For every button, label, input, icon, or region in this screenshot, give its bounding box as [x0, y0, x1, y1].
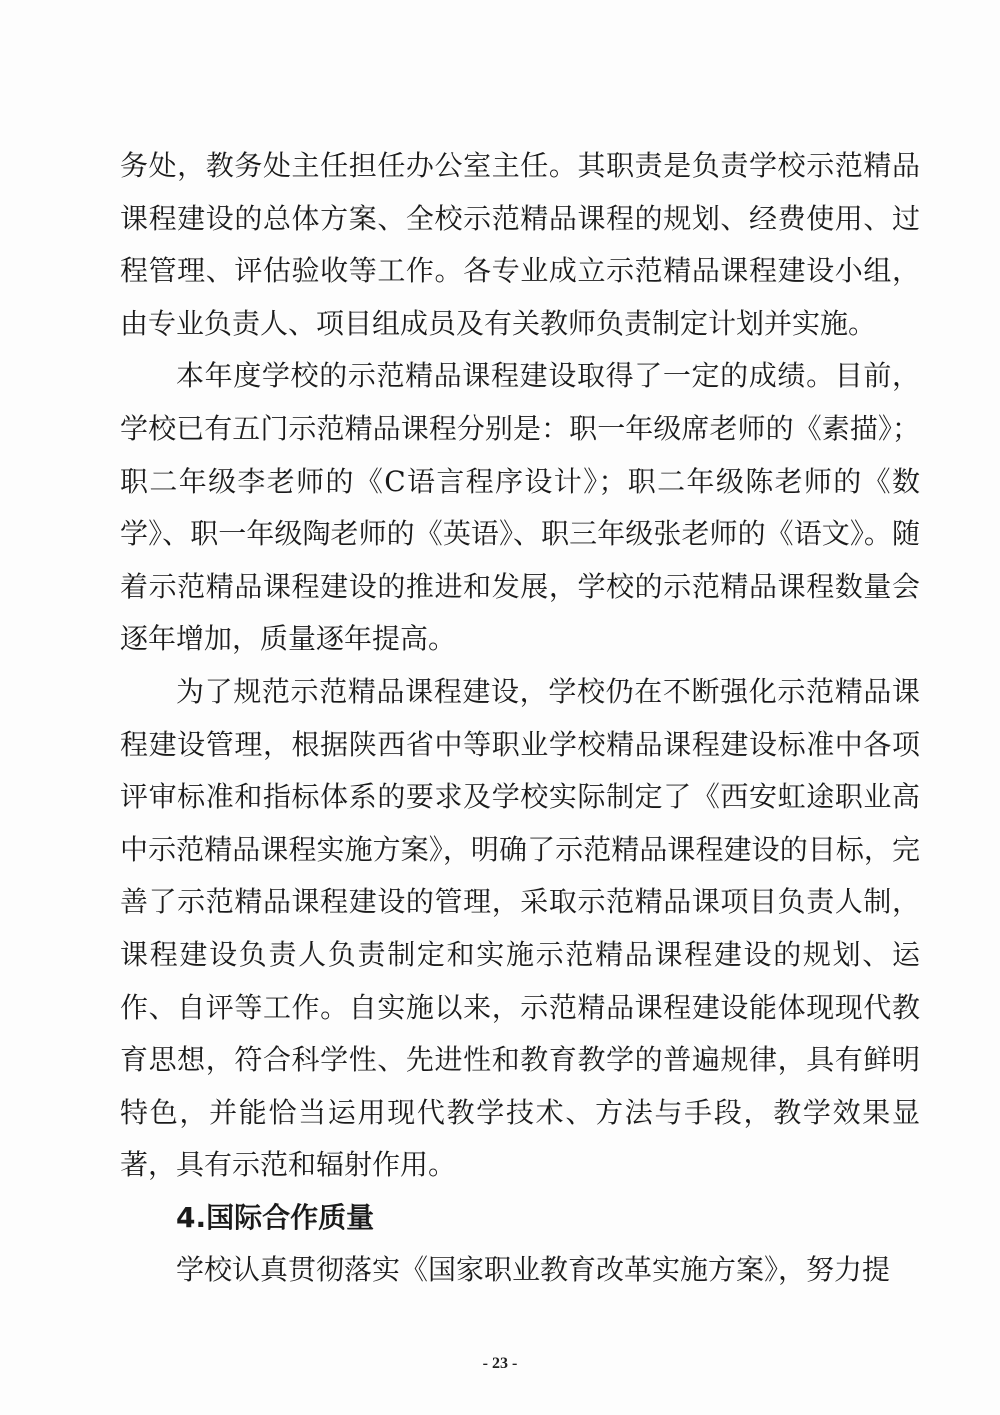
body-text: [120, 140, 920, 1297]
paragraph-section-intro: 学校认真贯彻落实《国家职业教育改革实施方案》，努力提: [176, 1253, 891, 1287]
paragraph-achievements: 本年度学校的示范精品课程建设取得了一定的成绩。目前，学校已有五门示范精品课程分别是：职一年级席老师的《素描》；职二年级李老师的《C语言程序设计》；职二年级陈老师的《数学》、职一年级陶老师的《英语》、职三年级张老师的《语文》。随着示范精品课程建设的推进和发展，学校的示范精品课程数量会逐年增加，质量逐年提高。: [120, 359, 920, 656]
section-heading: 4.国际合作质量: [176, 1200, 375, 1234]
page-number: - 23 -: [482, 1355, 518, 1372]
paragraph-continuation: 务处，教务处主任担任办公室主任。其职责是负责学校示范精品课程建设的总体方案、全校示范精品课程的规划、经费使用、过程管理、评估验收等工作。各专业成立示范精品课程建设小组，由专业负责人、项目组成员及有关教师负责制定计划并实施。: [120, 149, 920, 340]
paragraph-management: 为了规范示范精品课程建设，学校仍在不断强化示范精品课程建设管理，根据陕西省中等职业学校精品课程建设标准中各项评审标准和指标体系的要求及学校实际制定了《西安虹途职业高中示范精品课程实施方案》，明确了示范精品课程建设的目标，完善了示范精品课程建设的管理，采取示范精品课项目负责人制，课程建设负责人负责制定和实施示范精品课程建设的规划、运作、自评等工作。自实施以来，示范精品课程建设能体现现代教育思想，符合科学性、先进性和教育教学的普遍规律，具有鲜明特色，并能恰当运用现代教学技术、方法与手段，教学效果显著，具有示范和辐射作用。: [120, 674, 920, 1182]
